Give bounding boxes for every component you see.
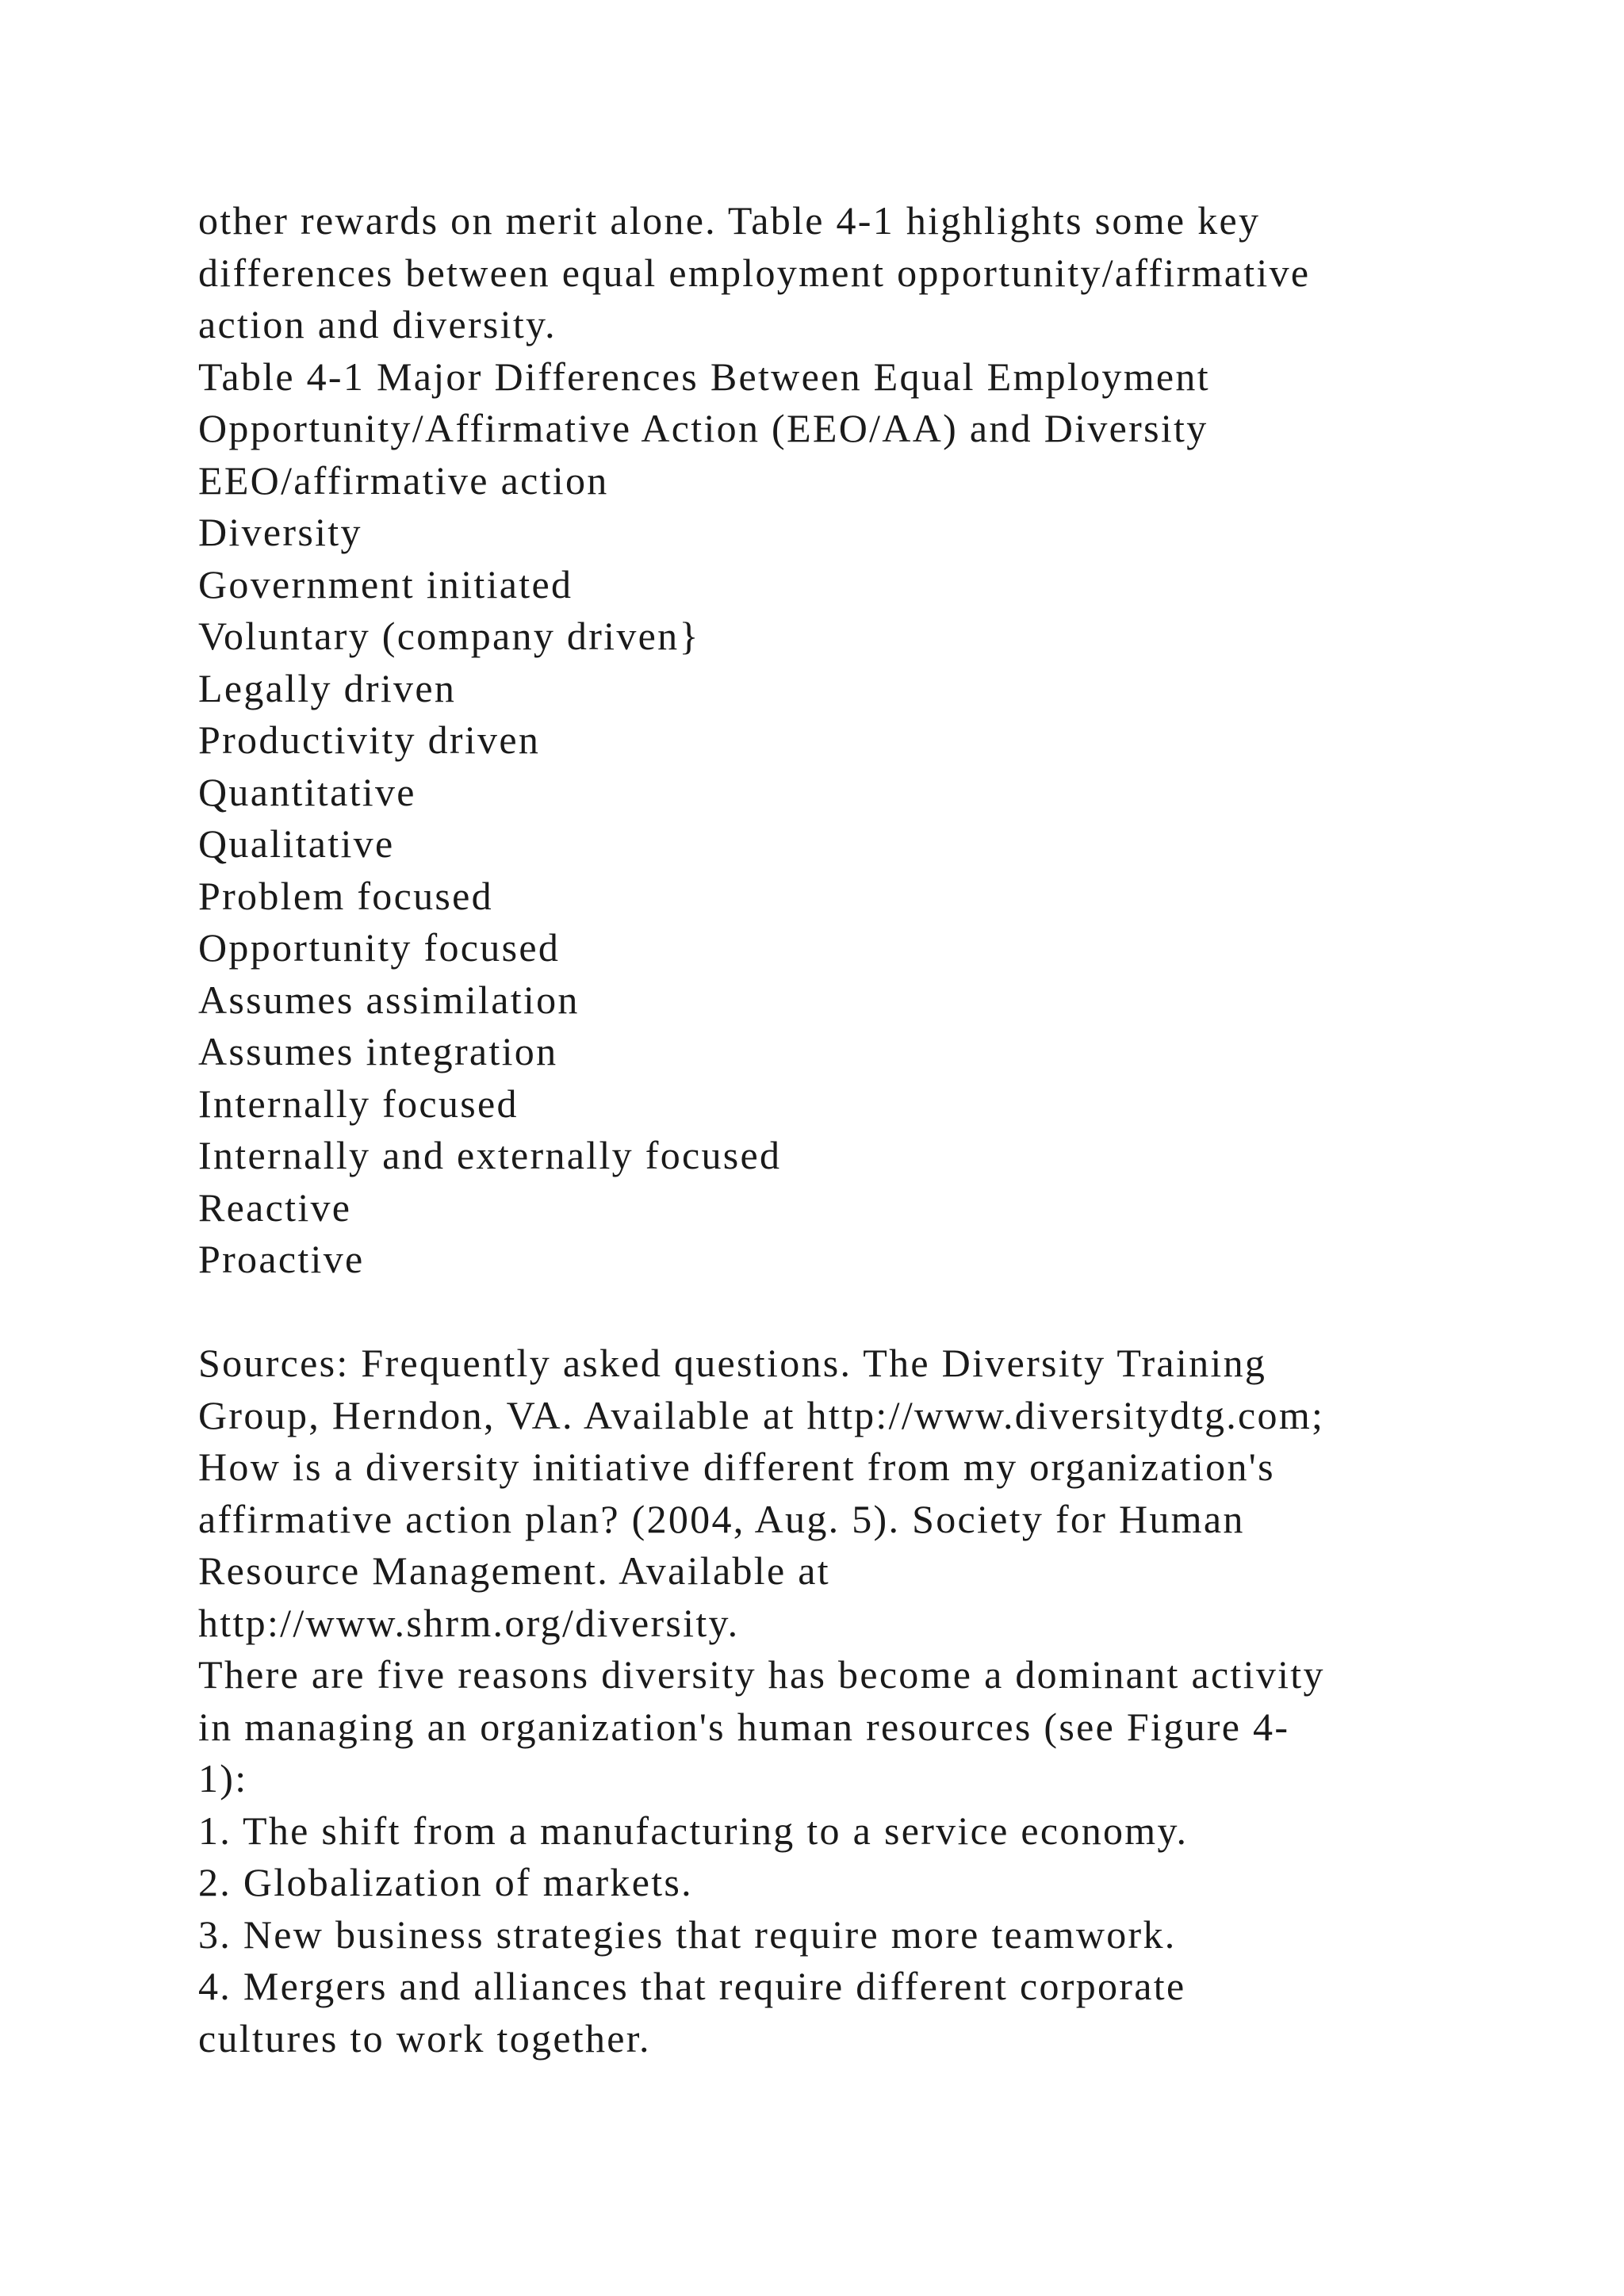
table-cell: Voluntary (company driven} — [198, 614, 700, 658]
table-cell: Reactive — [198, 1184, 352, 1230]
table-title-line: Table 4-1 Major Differences Between Equal Employment — [198, 354, 1210, 399]
table-cell: Proactive — [198, 1237, 365, 1281]
document-body — [198, 195, 1507, 2064]
sources-line: How is a diversity initiative different from my organization's — [198, 1445, 1275, 1489]
table-cell: Government initiated — [198, 561, 573, 607]
list-item: 3. New business strategies that require more teamwork. — [198, 1911, 1177, 1957]
text-line: other rewards on merit alone. Table 4-1 highlights some key — [198, 198, 1261, 243]
blank-line — [198, 1286, 1507, 1338]
table-cell: Assumes assimilation — [198, 977, 580, 1022]
list-item: 4. Mergers and alliances that require different corporate — [198, 1964, 1186, 2008]
table-cell: Internally focused — [198, 1081, 519, 1126]
text-line: in managing an organization's human resources (see Figure 4- — [198, 1704, 1290, 1749]
list-item: 2. Globalization of markets. — [198, 1860, 693, 1904]
table-title-line: Opportunity/Affirmative Action (EEO/AA) and Diversity — [198, 406, 1208, 450]
sources-line: Resource Management. Available at — [198, 1548, 830, 1593]
sources-line: Sources: Frequently asked questions. The Diversity Training — [198, 1341, 1267, 1385]
sources-line: http://www.shrm.org/diversity. — [198, 1600, 740, 1645]
table-cell: Problem focused — [198, 873, 493, 918]
table-cell: Quantitative — [198, 769, 416, 814]
text-line: 1): — [198, 1756, 248, 1800]
table-cell: Legally driven — [198, 665, 457, 710]
list-item-continuation: cultures to work together. — [198, 2015, 651, 2061]
sources-line: Group, Herndon, VA. Available at http://www.diversitydtg.com; — [198, 1392, 1325, 1437]
table-cell: Internally and externally focused — [198, 1133, 782, 1177]
text-line: There are five reasons diversity has become a dominant activity — [198, 1652, 1325, 1697]
table-cell: Opportunity focused — [198, 925, 561, 970]
table-cell: Qualitative — [198, 821, 395, 866]
table-header-eeo: EEO/affirmative action — [198, 457, 609, 503]
sources-line: affirmative action plan? (2004, Aug. 5). Society for Human — [198, 1496, 1245, 1541]
text-line: differences between equal employment opportunity/affirmative — [198, 250, 1311, 295]
table-header-diversity: Diversity — [198, 510, 362, 554]
list-item: 1. The shift from a manufacturing to a service economy. — [198, 1808, 1189, 1853]
text-line: action and diversity. — [198, 302, 557, 346]
table-cell: Assumes integration — [198, 1029, 558, 1073]
table-cell: Productivity driven — [198, 718, 541, 762]
